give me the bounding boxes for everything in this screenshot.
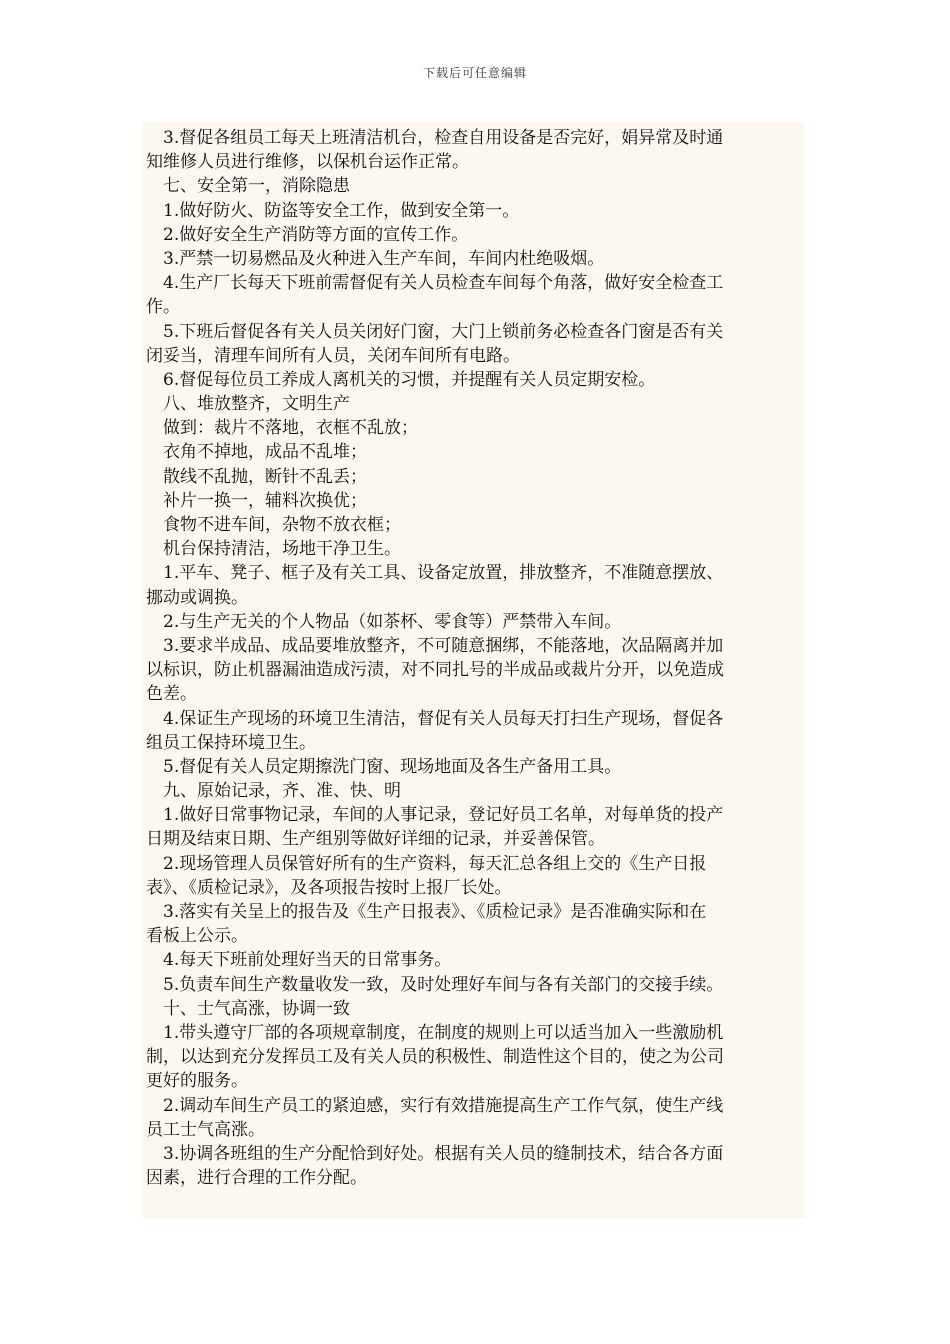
text-line: 3.督促各组员工每天上班清洁机台，检查自用设备是否完好，娟异常及时通 <box>146 128 724 148</box>
page-header-note: 下载后可任意编辑 <box>422 66 527 80</box>
text-line: 1.做好日常事物记录，车间的人事记录，登记好员工名单，对每单货的投产 <box>146 805 724 826</box>
text-line: 色差。 <box>146 684 197 705</box>
text-line: 3.协调各班组的生产分配恰到好处。根据有关人员的缝制技术，结合各方面 <box>146 1143 724 1164</box>
text-line: 5.下班后督促各有关人员关闭好门窗，大门上锁前务必检查各门窗是否有关 <box>146 321 724 342</box>
text-line: 机台保持清洁，场地干净卫生。 <box>146 539 401 560</box>
text-line: 食物不进车间，杂物不放衣框； <box>146 515 401 535</box>
text-line: 员工士气高涨。 <box>146 1119 265 1140</box>
text-line: 2.做好安全生产消防等方面的宣传工作。 <box>146 224 469 245</box>
text-line: 挪动或调换。 <box>146 587 248 608</box>
text-line: 3.严禁一切易燃品及火种进入生产车间，车间内杜绝吸烟。 <box>146 248 605 269</box>
text-line: 日期及结束日期、生产组别等做好详细的记录，并妥善保管。 <box>146 829 605 850</box>
text-line: 4.保证生产现场的环境卫生清洁，督促有关人员每天打扫生产现场，督促各 <box>146 708 724 729</box>
text-line: 以标识，防止机器漏油造成污渍，对不同扎号的半成品或裁片分开，以免造成 <box>146 660 724 681</box>
text-line: 1.平车、凳子、框子及有关工具、设备定放置，排放整齐，不准随意摆放、 <box>146 563 724 584</box>
text-line: 2.调动车间生产员工的紧迫感，实行有效措施提高生产工作气氛，使生产线 <box>146 1095 724 1116</box>
text-line: 更好的服务。 <box>146 1071 248 1092</box>
text-line: 2.与生产无关的个人物品（如茶杯、零食等）严禁带入车间。 <box>146 611 622 632</box>
section-heading: 七、安全第一，消除隐患 <box>146 176 350 197</box>
text-line: 表》、《质检记录》，及各项报告按时上报厂长处。 <box>146 877 512 898</box>
text-line: 知维修人员进行维修，以保机台运作正常。 <box>146 152 469 173</box>
text-line: 6.督促每位员工养成人离机关的习惯，并提醒有关人员定期安检。 <box>146 369 656 390</box>
text-line: 2.现场管理人员保管好所有的生产资料，每天汇总各组上交的《生产日报 <box>146 853 707 874</box>
text-line: 散线不乱抛，断针不乱丢； <box>146 466 367 487</box>
text-line: 看板上公示。 <box>146 926 248 947</box>
text-line: 做到：裁片不落地，衣框不乱放； <box>146 418 418 439</box>
section-heading: 十、士气高涨，协调一致 <box>146 998 350 1019</box>
text-line: 闭妥当，清理车间所有人员，关闭车间所有电路。 <box>146 345 520 366</box>
text-line: 1.做好防火、防盗等安全工作，做到安全第一。 <box>146 200 520 221</box>
text-line: 补片一换一，辅料次换优； <box>146 490 367 511</box>
text-line: 3.要求半成品、成品要堆放整齐，不可随意捆绑，不能落地，次品隔离并加 <box>146 635 724 656</box>
document-body <box>142 122 804 1218</box>
text-line: 1.带头遵守厂部的各项规章制度，在制度的规则上可以适当加入一些激励机 <box>146 1022 724 1043</box>
text-line: 3.落实有关呈上的报告及《生产日报表》、《质检记录》是否准确实际和在 <box>146 902 707 922</box>
text-line: 5.负责车间生产数量收发一致，及时处理好车间与各有关部门的交接手续。 <box>146 974 724 995</box>
text-line: 4.每天下班前处理好当天的日常事务。 <box>146 950 452 971</box>
text-line: 组员工保持环境卫生。 <box>146 732 316 753</box>
text-line: 衣角不掉地，成品不乱堆； <box>146 442 367 463</box>
text-line: 因素，进行合理的工作分配。 <box>146 1168 367 1189</box>
text-line: 4.生产厂长每天下班前需督促有关人员检查车间每个角落，做好安全检查工 <box>146 273 724 294</box>
section-heading: 八、堆放整齐，文明生产 <box>146 394 350 415</box>
text-line: 制，以达到充分发挥员工及有关人员的积极性、制造性这个目的，使之为公司 <box>146 1047 724 1068</box>
text-line: 作。 <box>146 297 180 318</box>
text-line: 5.督促有关人员定期擦洗门窗、现场地面及各生产备用工具。 <box>146 756 622 777</box>
section-heading: 九、原始记录，齐、准、快、明 <box>146 781 401 802</box>
